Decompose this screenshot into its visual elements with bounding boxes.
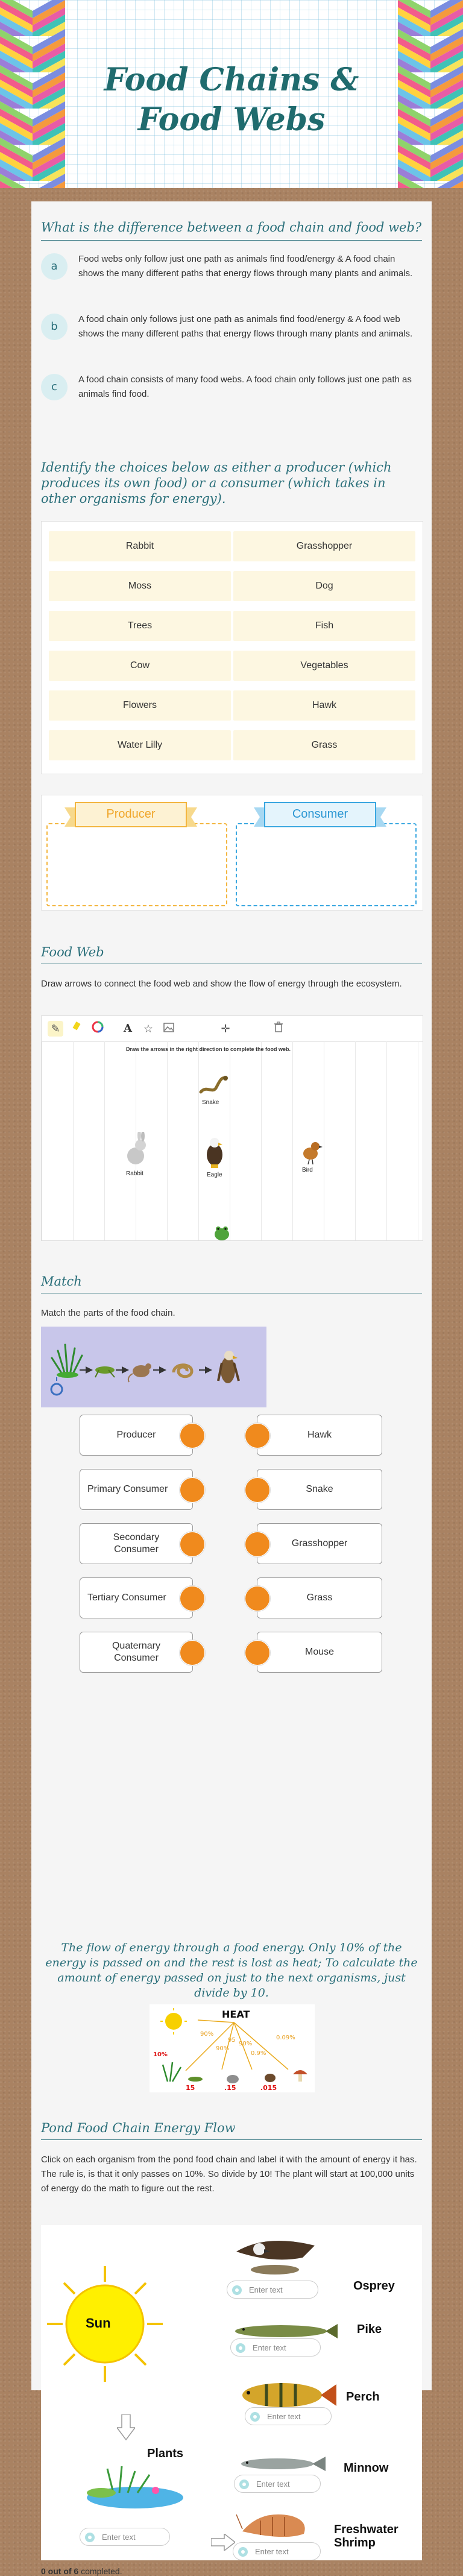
sort-item[interactable]: Flowers xyxy=(49,690,231,721)
move-icon[interactable]: ✛ xyxy=(221,1023,230,1035)
divider xyxy=(41,2139,422,2140)
option-text[interactable]: A food chain consists of many food webs. A food chain only follows just one path as animals find food. xyxy=(78,374,412,399)
match-left-label: Secondary Consumer xyxy=(113,1532,160,1555)
match-right-label: Grass xyxy=(306,1593,333,1603)
question-4-title: Match xyxy=(41,1274,82,1289)
input-button-icon[interactable] xyxy=(232,2285,242,2295)
question-1-title: What is the difference between a food chain and food web? xyxy=(41,220,422,235)
match-left-item[interactable] xyxy=(80,1577,193,1618)
star-icon[interactable]: ☆ xyxy=(143,1023,154,1035)
pike-energy-input[interactable] xyxy=(230,2338,321,2357)
match-right-label: Grasshopper xyxy=(291,1538,348,1548)
sort-item[interactable]: Fish xyxy=(233,611,415,641)
input-button-icon[interactable] xyxy=(238,2547,248,2557)
option-text[interactable]: Food webs only follow just one path as animals find food/energy & A food chain shows the many different paths that energy flows through many plants and animals. xyxy=(78,254,413,279)
consumer-banner xyxy=(254,800,386,832)
option-b[interactable] xyxy=(41,314,422,362)
sort-item[interactable]: Grass xyxy=(233,730,415,760)
option-letter[interactable]: c xyxy=(41,374,68,400)
match-connector[interactable] xyxy=(180,1423,205,1448)
sort-item[interactable]: Grasshopper xyxy=(233,531,415,561)
sort-item[interactable]: Vegetables xyxy=(233,651,415,681)
pct-label: 90% xyxy=(239,2041,253,2047)
match-connector[interactable] xyxy=(180,1477,205,1503)
match-right-item[interactable] xyxy=(257,1523,382,1564)
shrimp-icon xyxy=(236,2507,315,2543)
snake-label: Snake xyxy=(202,1099,219,1106)
input-placeholder[interactable]: Enter text xyxy=(267,2412,301,2421)
option-letter[interactable]: b xyxy=(41,314,68,340)
eagle-label: Eagle xyxy=(207,1172,222,1178)
match-left-label: Producer xyxy=(116,1430,156,1440)
perch-label: Perch xyxy=(346,2390,380,2404)
match-left-item[interactable] xyxy=(80,1469,193,1510)
pencil-icon[interactable]: ✎ xyxy=(48,1021,63,1037)
sort-item[interactable]: Rabbit xyxy=(49,531,231,561)
option-letter[interactable]: a xyxy=(41,253,68,280)
trash-icon[interactable] xyxy=(271,1021,286,1037)
match-connector[interactable] xyxy=(180,1640,205,1665)
page-header xyxy=(0,0,463,188)
pct-label: 10% xyxy=(153,2051,168,2058)
pct-label: 95 xyxy=(228,2037,236,2044)
drawing-area xyxy=(41,1015,423,1241)
shrimp-label-line1: Freshwater xyxy=(334,2523,398,2536)
match-left-label: Tertiary Consumer xyxy=(87,1593,166,1603)
rabbit-label: Rabbit xyxy=(126,1170,143,1177)
eagle-icon xyxy=(202,1135,227,1169)
left-chevron-decoration xyxy=(0,0,65,188)
match-right-item[interactable] xyxy=(257,1632,382,1673)
match-connector[interactable] xyxy=(180,1586,205,1611)
drawing-canvas[interactable] xyxy=(42,1041,423,1240)
input-placeholder[interactable]: Enter text xyxy=(102,2533,136,2542)
producer-banner xyxy=(65,800,197,832)
progress-count: 0 out of 6 xyxy=(41,2566,79,2576)
pct-label: 90% xyxy=(200,2031,214,2038)
match-right-label: Mouse xyxy=(304,1647,335,1657)
shrimp-energy-input[interactable] xyxy=(233,2542,321,2560)
right-arrow-icon xyxy=(211,2534,235,2551)
sort-item[interactable]: Cow xyxy=(49,651,231,681)
bird-label: Bird xyxy=(302,1167,313,1173)
pond-plants-icon xyxy=(77,2463,186,2511)
worksheet-panel xyxy=(31,201,432,2576)
input-placeholder[interactable]: Enter text xyxy=(253,2343,286,2352)
plants-energy-input[interactable] xyxy=(80,2528,170,2546)
sort-item[interactable]: Dog xyxy=(233,571,415,601)
rabbit-icon xyxy=(124,1132,150,1168)
sun-label: Sun xyxy=(86,2316,111,2331)
image-icon[interactable] xyxy=(161,1021,177,1037)
match-connector[interactable] xyxy=(180,1532,205,1557)
question-3-instruction: Draw arrows to connect the food web and show the flow of energy through the ecosystem. xyxy=(41,979,402,989)
minnow-label: Minnow xyxy=(344,2461,389,2475)
drawing-toolbar xyxy=(42,1016,423,1042)
minnow-energy-input[interactable] xyxy=(234,2475,321,2493)
match-left-item[interactable] xyxy=(80,1415,193,1456)
option-text[interactable]: A food chain only follows just one path as animals find food/energy & A food web shows the many different paths that energy flows through many plants and animals. xyxy=(78,314,413,339)
input-placeholder[interactable]: Enter text xyxy=(256,2480,290,2489)
pond-food-chain-area xyxy=(41,2225,422,2560)
osprey-label: Osprey xyxy=(353,2279,395,2293)
match-right-item[interactable] xyxy=(257,1577,382,1618)
energy-value: .15 xyxy=(224,2084,236,2092)
match-right-label: Snake xyxy=(306,1484,333,1494)
right-chevron-decoration xyxy=(398,0,463,188)
match-right-label: Hawk xyxy=(307,1430,332,1440)
osprey-icon xyxy=(230,2227,321,2282)
pct-label: 0.09% xyxy=(276,2035,295,2041)
perch-icon xyxy=(230,2376,339,2412)
heat-label: HEAT xyxy=(222,2009,250,2020)
match-left-label: Primary Consumer xyxy=(87,1484,168,1494)
down-arrow-icon xyxy=(117,2414,135,2441)
osprey-energy-input[interactable] xyxy=(227,2281,318,2299)
producer-bucket[interactable] xyxy=(46,823,227,906)
sort-item[interactable]: Moss xyxy=(49,571,231,601)
divider xyxy=(41,240,422,241)
bird-icon xyxy=(298,1138,323,1164)
energy-value: 15 xyxy=(186,2084,195,2092)
pct-label: 90% xyxy=(216,2045,230,2052)
question-2-title: Identify the choices below as either a producer (which produces its own food) or a consumer (which takes in other organisms for energy). xyxy=(41,460,392,506)
highlighter-icon[interactable] xyxy=(68,1021,84,1037)
food-chain-illustration xyxy=(41,1327,266,1407)
pct-label: 0.9% xyxy=(251,2050,266,2057)
sort-item[interactable]: Water Lilly xyxy=(49,730,231,760)
match-right-item[interactable] xyxy=(257,1469,382,1510)
consumer-label: Consumer xyxy=(292,807,348,821)
snake-icon xyxy=(198,1070,228,1097)
match-right-item[interactable] xyxy=(257,1415,382,1456)
energy-flow-text: The flow of energy through a food energy. Only 10% of the energy is passed on and the rest is lost as heat; To calculate the amount of energy passed on just to the next organisms, just divide by 10. xyxy=(45,1941,418,2000)
input-placeholder[interactable]: Enter text xyxy=(249,2285,283,2294)
minnow-icon xyxy=(235,2454,326,2473)
perch-energy-input[interactable] xyxy=(245,2407,332,2425)
match-left-item[interactable] xyxy=(80,1632,193,1673)
question-3-title: Food Web xyxy=(41,945,104,959)
pike-label: Pike xyxy=(357,2323,382,2336)
option-a[interactable] xyxy=(41,253,422,301)
consumer-bucket[interactable] xyxy=(236,823,417,906)
page-title: Food Chains & Food Webs xyxy=(104,62,359,138)
input-button-icon[interactable] xyxy=(236,2343,245,2353)
progress-suffix: completed. xyxy=(78,2566,122,2576)
match-left-item[interactable] xyxy=(80,1523,193,1564)
text-icon[interactable]: A xyxy=(124,1022,132,1035)
color-palette-icon[interactable] xyxy=(90,1021,106,1037)
question-4-instruction: Match the parts of the food chain. xyxy=(41,1308,175,1318)
energy-heat-diagram xyxy=(150,2004,315,2092)
input-placeholder[interactable]: Enter text xyxy=(255,2547,289,2556)
canvas-caption: Draw the arrows in the right direction to complete the food web. xyxy=(126,1046,291,1052)
sort-item[interactable]: Trees xyxy=(49,611,231,641)
question-6-instruction: Click on each organism from the pond food chain and label it with the amount of energy it has. The rule is, is that it only passes on 10%. So divide by 10! The plant will start at 100,000 units of energy do the math to figure out the rest. xyxy=(41,2155,417,2194)
input-button-icon[interactable] xyxy=(239,2480,249,2489)
shrimp-label-line2: Shrimp xyxy=(334,2536,376,2549)
progress-status xyxy=(41,2566,122,2576)
input-button-icon[interactable] xyxy=(85,2533,95,2542)
option-c[interactable] xyxy=(41,374,422,410)
sort-buckets xyxy=(41,795,423,911)
question-6-title: Pond Food Chain Energy Flow xyxy=(41,2121,236,2135)
energy-value: .015 xyxy=(260,2084,277,2092)
heat-diagram-illustration xyxy=(150,2004,315,2092)
plants-label: Plants xyxy=(147,2447,184,2460)
sort-items-area xyxy=(41,521,423,774)
sort-item[interactable]: Hawk xyxy=(233,690,415,721)
food-chain-image xyxy=(41,1327,266,1407)
producer-label: Producer xyxy=(106,807,156,821)
match-left-label: Quaternary Consumer xyxy=(112,1641,161,1663)
frog-icon xyxy=(213,1225,231,1240)
input-button-icon[interactable] xyxy=(250,2412,260,2422)
